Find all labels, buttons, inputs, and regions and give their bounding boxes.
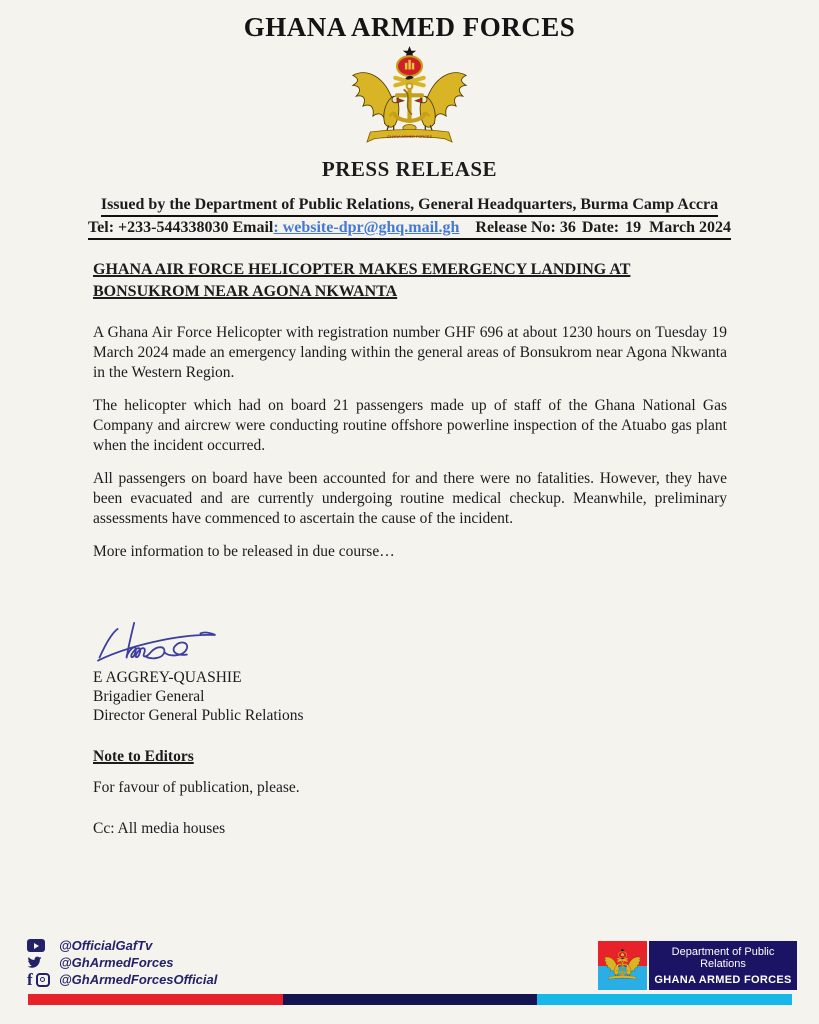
email-link[interactable]: website-dpr@ghq.mail.gh bbox=[282, 219, 460, 236]
badge-text-box bbox=[649, 941, 797, 990]
issued-by-line: Issued by the Department of Public Relations, General Headquarters, Burma Camp Accra bbox=[101, 196, 718, 217]
signature-block bbox=[93, 618, 727, 725]
twitter-icon bbox=[27, 956, 42, 969]
youtube-handle[interactable]: @OfficialGafTv bbox=[59, 938, 153, 953]
gaf-crest-small-icon bbox=[602, 948, 643, 982]
bar-red-segment bbox=[28, 994, 283, 1005]
page-title: GHANA ARMED FORCES bbox=[243, 12, 576, 42]
camera-lens-icon bbox=[40, 977, 45, 982]
youtube-icon bbox=[27, 939, 45, 952]
release-paragraph: A Ghana Air Force Helicopter with registration number GHF 696 at about 1230 hours on Tuesday 19 March 2024 made an emergency landing within the general areas of Bonsukrom near Agona Nkwanta in the Western Region. bbox=[93, 323, 727, 381]
signatory-title: Director General Public Relations bbox=[93, 706, 304, 724]
icon-cell bbox=[27, 956, 59, 969]
release-paragraph: The helicopter which had on board 21 passengers made up of staff of the Ghana National Gas Company and aircrew were conducting routine offshore powerline inspection of the Atuabo gas plant when the incident occurred. bbox=[93, 396, 727, 454]
footer-social-block bbox=[27, 937, 217, 988]
release-body bbox=[93, 259, 727, 838]
doc-type-heading: PRESS RELEASE bbox=[321, 157, 498, 181]
instagram-icon bbox=[36, 973, 50, 987]
release-no-label: Release No: bbox=[475, 219, 556, 236]
bar-cyan-segment bbox=[537, 994, 792, 1005]
play-icon bbox=[34, 943, 39, 949]
social-row-facebook-instagram bbox=[27, 971, 217, 988]
facebook-icon: f bbox=[27, 970, 33, 989]
social-row-twitter bbox=[27, 954, 217, 971]
gaf-crest-icon bbox=[347, 46, 472, 148]
email-label: Email bbox=[232, 219, 274, 236]
badge-department: Department of Public Relations bbox=[671, 945, 775, 970]
release-headline: GHANA AIR FORCE HELICOPTER MAKES EMERGENCY LANDING AT BONSUKROM NEAR AGONA NKWANTA bbox=[93, 261, 631, 301]
date-label: Date: bbox=[581, 219, 620, 236]
icon-cell bbox=[27, 970, 59, 989]
bar-navy-segment bbox=[283, 994, 538, 1005]
email-separator: : bbox=[273, 219, 283, 236]
editors-note-heading: Note to Editors bbox=[93, 747, 194, 765]
icon-cell bbox=[27, 939, 59, 952]
release-paragraph: More information to be released in due course… bbox=[93, 542, 395, 560]
date-value: 19 March 2024 bbox=[625, 219, 732, 236]
dpr-badge bbox=[598, 941, 797, 990]
contact-line bbox=[88, 219, 731, 240]
signatory-rank: Brigadier General bbox=[93, 687, 205, 705]
editors-note-cc: Cc: All media houses bbox=[93, 819, 226, 837]
editors-note-body: For favour of publication, please. bbox=[93, 778, 300, 796]
signatory-name: E AGGREY-QUASHIE bbox=[93, 668, 242, 686]
badge-organization: GHANA ARMED FORCES bbox=[654, 973, 792, 986]
tel-number: +233-544338030 bbox=[118, 219, 229, 236]
footer-tricolor-bar bbox=[28, 994, 792, 1005]
crest-container bbox=[0, 46, 819, 148]
facebook-instagram-handle[interactable]: @GhArmedForcesOfficial bbox=[59, 972, 218, 987]
gaf-flag bbox=[598, 941, 647, 990]
release-no-value: 36 bbox=[559, 219, 576, 236]
social-row-youtube bbox=[27, 937, 217, 954]
release-paragraph: All passengers on board have been accounted for and there were no fatalities. However, they have been evacuated and are currently undergoing routine medical checkup. Meanwhile, preliminary assessments have commenced to ascertain the cause of the incident. bbox=[93, 469, 727, 527]
tel-label: Tel: bbox=[87, 219, 115, 236]
twitter-handle[interactable]: @GhArmedForces bbox=[59, 955, 174, 970]
signature-ink bbox=[95, 618, 223, 664]
editors-note-section bbox=[93, 725, 727, 838]
